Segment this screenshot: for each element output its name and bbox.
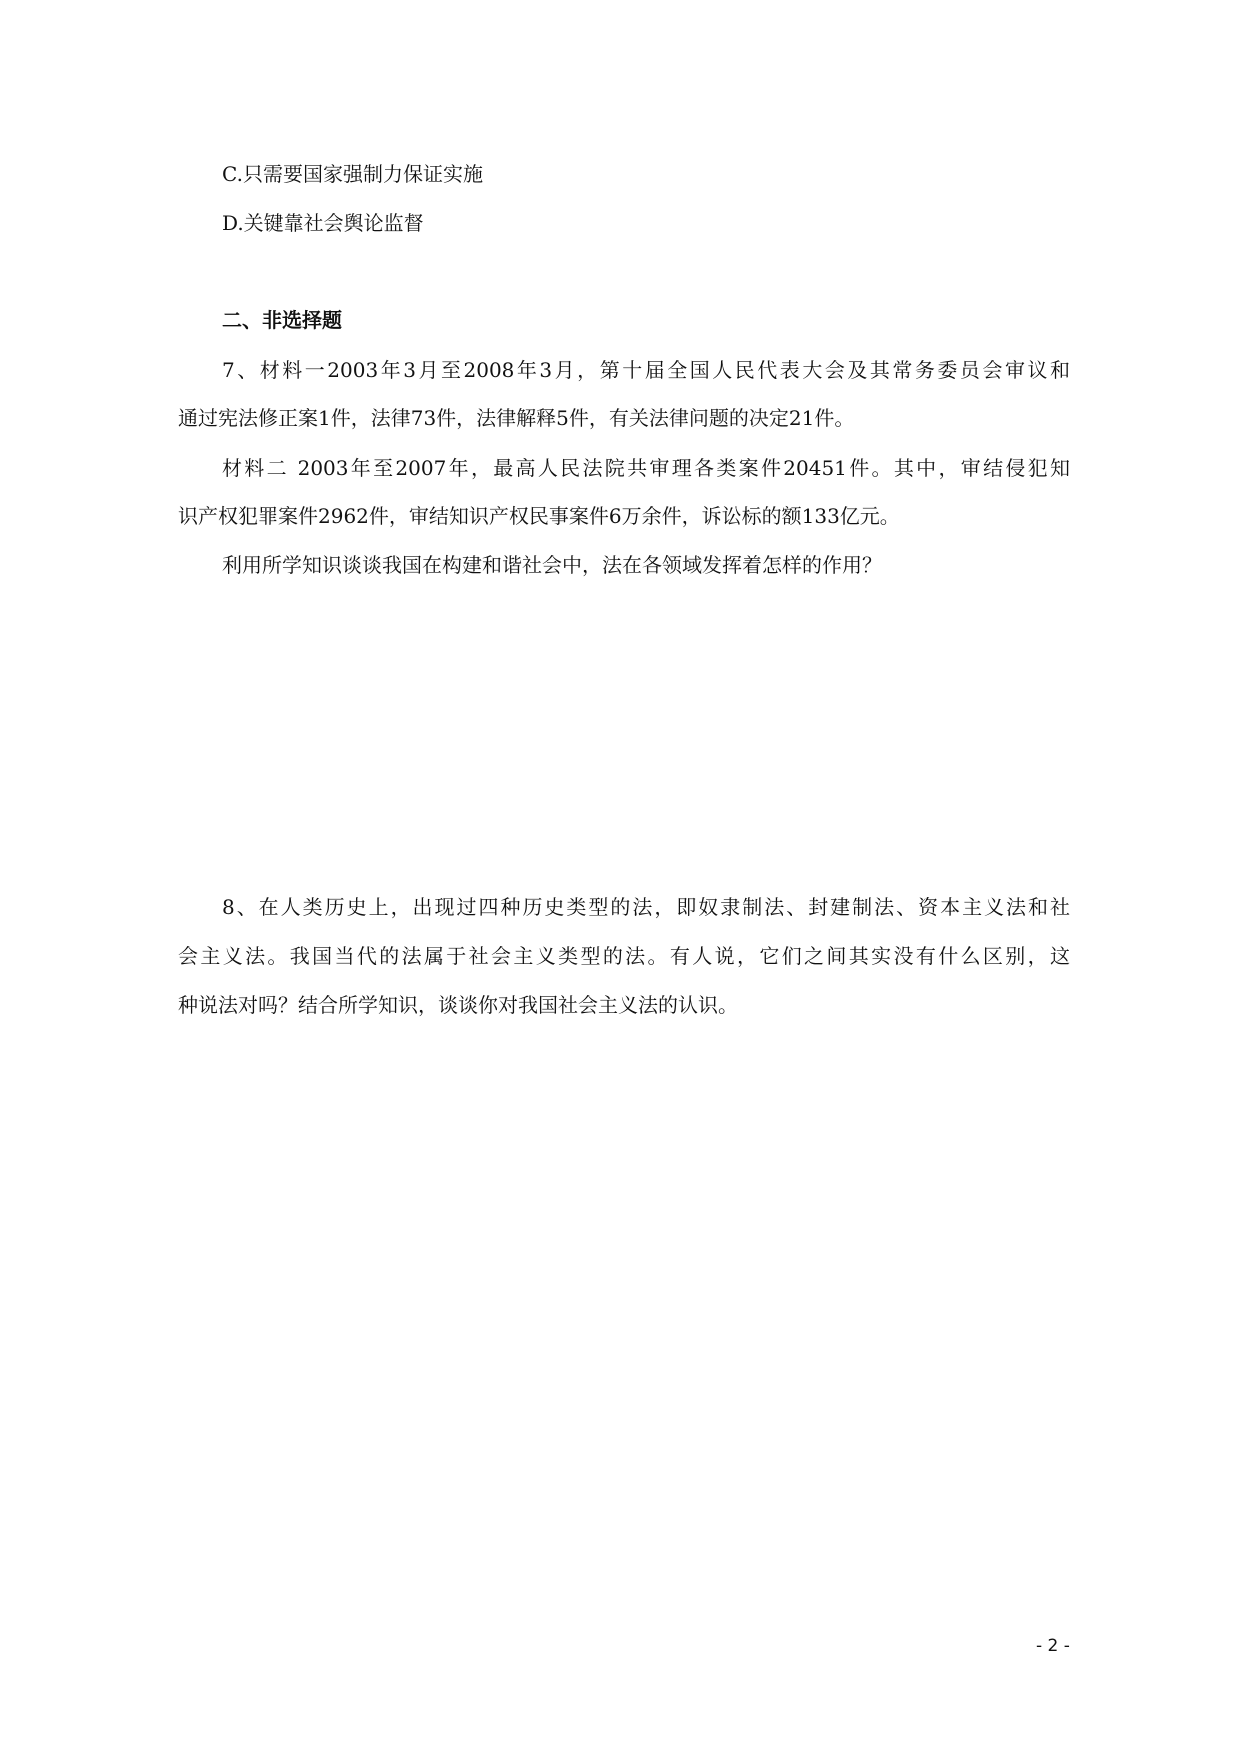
q7-line-4: 识产权犯罪案件2962件，审结知识产权民事案件6万余件，诉讼标的额133亿元。 xyxy=(178,504,900,528)
q7-line-2: 通过宪法修正案1件，法律73件，法律解释5件，有关法律问题的决定21件。 xyxy=(178,406,855,430)
q8-line-3: 种说法对吗？结合所学知识，谈谈你对我国社会主义法的认识。 xyxy=(178,993,738,1017)
section-heading: 二、非选择题 xyxy=(222,308,342,332)
q7-question: 利用所学知识谈谈我国在构建和谐社会中，法在各领域发挥着怎样的作用？ xyxy=(222,553,882,577)
q7-line-3: 材料二 2003年至2007年，最高人民法院共审理各类案件20451件。其中，审结侵犯知 xyxy=(222,456,1070,480)
option-c: C.只需要国家强制力保证实施 xyxy=(222,162,483,186)
q7-line-1: 7、材料一2003年3月至2008年3月，第十届全国人民代表大会及其常务委员会审议和 xyxy=(222,358,1070,382)
q8-line-1: 8、在人类历史上，出现过四种历史类型的法，即奴隶制法、封建制法、资本主义法和社 xyxy=(222,895,1070,919)
q8-line-2: 会主义法。我国当代的法属于社会主义类型的法。有人说，它们之间其实没有什么区别，这 xyxy=(178,944,1070,968)
option-d: D.关键靠社会舆论监督 xyxy=(222,211,424,235)
page-number: - 2 - xyxy=(1036,1636,1070,1656)
